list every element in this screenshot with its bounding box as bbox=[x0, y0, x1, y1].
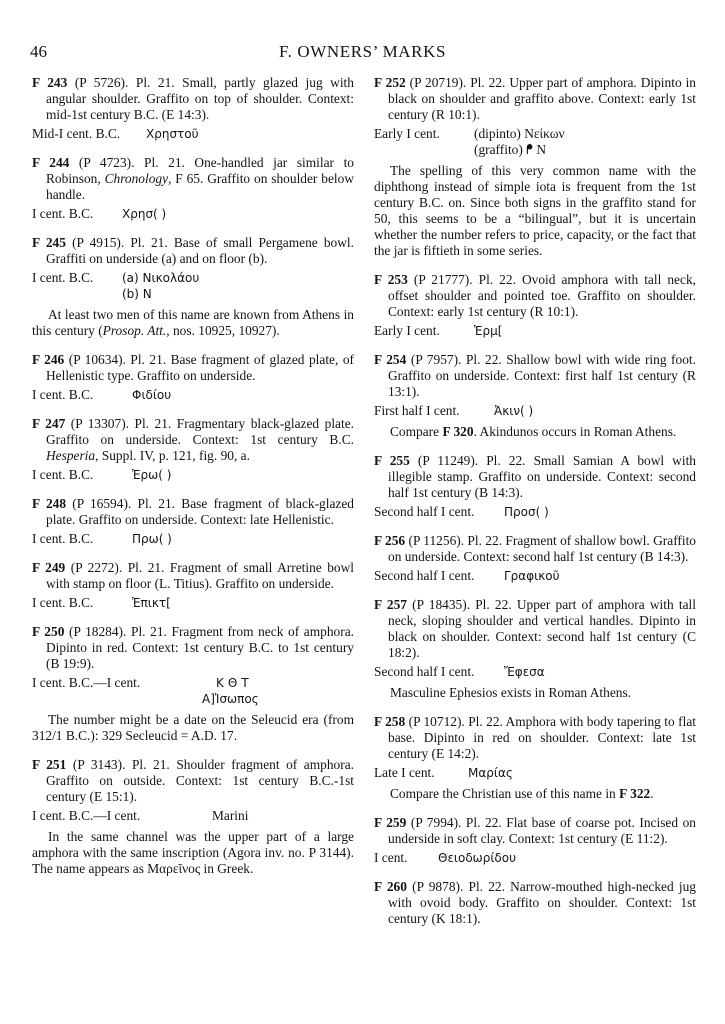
entry-date: I cent. bbox=[374, 850, 408, 865]
entry-id: F 244 bbox=[32, 155, 70, 170]
entry-id: F 246 bbox=[32, 352, 65, 367]
graffito-text: (graffito) ᖰ Ν bbox=[474, 142, 547, 157]
entry-citation: Hesperia bbox=[46, 448, 96, 463]
catalog-entry-f252 bbox=[374, 75, 696, 259]
entry-id: F 255 bbox=[374, 453, 410, 468]
entry-id: F 260 bbox=[374, 879, 407, 894]
graffito-text: Ἐρω( ) bbox=[132, 468, 172, 482]
entry-description: (P 13307). Pl. 21. Fragmentary black-glazed plate. Graffito on underside. Context: 1st century B.C. bbox=[46, 416, 354, 447]
entry-note-cont: , nos. 10925, 10927). bbox=[166, 323, 280, 338]
entry-date: Early I cent. bbox=[374, 126, 440, 141]
entry-note: Compare the Christian use of this name in bbox=[390, 786, 620, 801]
entry-id: F 253 bbox=[374, 272, 408, 287]
catalog-entry-f245 bbox=[32, 235, 354, 339]
catalog-entry-f260 bbox=[374, 879, 696, 927]
entry-description: (P 10712). Pl. 22. Amphora with body tapering to flat base. Dipinto in red on shoulder. Context: late 1st century (E 14:2). bbox=[388, 714, 696, 761]
entry-note-ref: F 322 bbox=[619, 786, 651, 801]
entry-id: F 256 bbox=[374, 533, 406, 548]
graffito-text: Χρησ( ) bbox=[122, 207, 167, 221]
catalog-entry-f249 bbox=[32, 560, 354, 611]
entry-description: (P 18284). Pl. 21. Fragment from neck of amphora. Dipinto in red. Context: 1st century B.C. to 1st century (B 19:9). bbox=[46, 624, 354, 671]
entry-description: (P 4723). Pl. 21. One-handled jar similar to Robinson, bbox=[46, 155, 354, 186]
graffito-text: Μαρίας bbox=[468, 766, 513, 780]
graffito-text-b: (b) Ν bbox=[122, 287, 152, 301]
graffito-text: Χρηστοῦ bbox=[146, 127, 199, 141]
entry-date: I cent. B.C. bbox=[32, 270, 94, 285]
entry-id: F 247 bbox=[32, 416, 66, 431]
entry-id: F 259 bbox=[374, 815, 407, 830]
entry-id: F 258 bbox=[374, 714, 406, 729]
entry-date: Second half I cent. bbox=[374, 568, 475, 583]
entry-date: I cent. B.C.—I cent. bbox=[32, 675, 141, 690]
entry-description-cont: , Suppl. IV, p. 121, fig. 90, a. bbox=[95, 448, 250, 463]
entry-description-cont: , F 65. Graffito on shoulder below handle. bbox=[46, 171, 354, 202]
entry-note: The number might be a date on the Seleucid era (from 312/1 B.C.): 329 Secleucid = A.D. 17. bbox=[32, 712, 354, 743]
entry-note-cont: . bbox=[650, 786, 654, 801]
entry-description: (P 4915). Pl. 21. Base of small Pergamene bowl. Graffiti on underside (a) and on floor (b). bbox=[46, 235, 354, 266]
entry-description: (P 11256). Pl. 22. Fragment of shallow bowl. Graffito on underside. Context: second half 1st century (B 14:3). bbox=[388, 533, 697, 564]
entry-note-cont: . Akindunos occurs in Roman Athens. bbox=[473, 424, 677, 439]
graffito-text: Ἑρμ[ bbox=[474, 324, 503, 338]
catalog-entry-f243 bbox=[32, 75, 354, 142]
running-head: F. OWNERS’ MARKS bbox=[278, 42, 447, 61]
entry-description: (P 18435). Pl. 22. Upper part of amphora with tall neck, sloping shoulder and vertical handles. Dipinto in black on shoulder. Context: second half 1st century (C 18:2). bbox=[388, 597, 696, 660]
catalog-entry-f244 bbox=[32, 155, 354, 222]
entry-note: Masculine Ephesios exists in Roman Athens. bbox=[390, 685, 632, 700]
graffito-text: Ἐπικτ[ bbox=[132, 596, 171, 610]
entry-date: Early I cent. bbox=[374, 323, 440, 338]
entry-description: (P 3143). Pl. 21. Shoulder fragment of amphora. Graffito on outside. Context: 1st century B.C.-1st century (E 15:1). bbox=[46, 757, 355, 804]
graffito-text-b: Α]Ἰσωπος bbox=[202, 692, 259, 706]
entry-id: F 254 bbox=[374, 352, 407, 367]
entry-note: Compare bbox=[390, 424, 443, 439]
entry-date: I cent. B.C. bbox=[32, 531, 94, 546]
graffito-text-a: (a) Νικολάου bbox=[122, 271, 200, 285]
entry-description: (P 10634). Pl. 21. Base fragment of glazed plate, of Hellenistic type. Graffito on underside. bbox=[46, 352, 354, 383]
catalog-entry-f248 bbox=[32, 496, 354, 547]
graffito-text: Φιδίου bbox=[132, 388, 172, 402]
catalog-entry-f257 bbox=[374, 597, 696, 701]
entry-date: I cent. B.C. bbox=[32, 387, 94, 402]
entry-date: I cent. B.C. bbox=[32, 595, 94, 610]
entry-date: Second half I cent. bbox=[374, 504, 475, 519]
entry-id: F 249 bbox=[32, 560, 66, 575]
entry-note: In the same channel was the upper part of a large amphora with the same inscription (Agora inv. no. P 3144). The name appears as Μαρεῖνος in Greek. bbox=[32, 829, 354, 876]
entry-id: F 248 bbox=[32, 496, 67, 511]
right-column bbox=[374, 75, 696, 940]
left-column bbox=[32, 75, 354, 890]
entry-date: First half I cent. bbox=[374, 403, 460, 418]
entry-citation: Chronology bbox=[104, 171, 169, 186]
entry-note: The spelling of this very common name with the diphthong instead of simple iota is frequent from the 1st century B.C. on. Since both signs in the graffito stand for 50, this seems to be a “bilingual”, but it is uncertain whether the number refers to price, capacity, or the fact that the jar is fiftieth in some series. bbox=[374, 163, 696, 258]
entry-id: F 257 bbox=[374, 597, 407, 612]
catalog-entry-f246 bbox=[32, 352, 354, 403]
entry-description: (P 2272). Pl. 21. Fragment of small Arretine bowl with stamp on floor (L. Titius). Graffito on underside. bbox=[46, 560, 354, 591]
entry-id: F 251 bbox=[32, 757, 67, 772]
entry-date: I cent. B.C. bbox=[32, 467, 94, 482]
entry-date: Late I cent. bbox=[374, 765, 435, 780]
graffito-text: Marini bbox=[212, 808, 249, 823]
entry-note-ref: F 320 bbox=[442, 424, 474, 439]
graffito-text-a: ΚΘΤ bbox=[216, 676, 253, 690]
entry-description: (P 11249). Pl. 22. Small Samian A bowl with illegible stamp. Graffito on underside. Context: second half 1st century (B 14:3). bbox=[388, 453, 696, 500]
graffito-text: Ἔφεσα bbox=[504, 665, 545, 679]
entry-description: (P 21777). Pl. 22. Ovoid amphora with tall neck, offset shoulder and pointed toe. Graffito on shoulder. Context: early 1st century (R 10:1). bbox=[388, 272, 696, 319]
catalog-entry-f255 bbox=[374, 453, 696, 520]
dipinto-text: (dipinto) Νείκων bbox=[474, 126, 565, 141]
graffito-text: Γραφικοῦ bbox=[504, 569, 560, 583]
entry-note: At least two men of this name are known from Athens in this century ( bbox=[32, 307, 354, 338]
entry-note-citation: Prosop. Att. bbox=[102, 323, 167, 338]
catalog-entry-f259 bbox=[374, 815, 696, 866]
catalog-entry-f250 bbox=[32, 624, 354, 744]
entry-description: (P 20719). Pl. 22. Upper part of amphora. Dipinto in black on shoulder and graffito above. Context: early 1st century (R 10:1). bbox=[388, 75, 696, 122]
graffito-text: Ἀκιν( ) bbox=[494, 404, 534, 418]
entry-description: (P 16594). Pl. 21. Base fragment of black-glazed plate. Graffito on underside. Context: late Hellenistic. bbox=[46, 496, 354, 527]
entry-id: F 243 bbox=[32, 75, 68, 90]
catalog-entry-f251 bbox=[32, 757, 354, 877]
catalog-entry-f254 bbox=[374, 352, 696, 440]
entry-description: (P 5726). Pl. 21. Small, partly glazed jug with angular shoulder. Graffito on top of shoulder. Context: mid-1st century B.C. (E 14:3). bbox=[46, 75, 354, 122]
entry-description: (P 9878). Pl. 22. Narrow-mouthed high-necked jug with ovoid body. Graffito on shoulder. Context: 1st century (K 18:1). bbox=[388, 879, 696, 926]
catalog-entry-f253 bbox=[374, 272, 696, 339]
page-number: 46 bbox=[30, 42, 47, 61]
graffito-text: Προσ( ) bbox=[504, 505, 549, 519]
catalog-entry-f247 bbox=[32, 416, 354, 483]
entry-id: F 250 bbox=[32, 624, 65, 639]
entry-id: F 245 bbox=[32, 235, 66, 250]
entry-date: I cent. B.C. bbox=[32, 206, 94, 221]
entry-id: F 252 bbox=[374, 75, 406, 90]
catalog-entry-f258 bbox=[374, 714, 696, 802]
graffito-text: Θειοδωρίδου bbox=[438, 851, 517, 865]
entry-date: Mid-I cent. B.C. bbox=[32, 126, 121, 141]
entry-date: Second half I cent. bbox=[374, 664, 475, 679]
page-header bbox=[0, 38, 725, 68]
entry-description: (P 7957). Pl. 22. Shallow bowl with wide ring foot. Graffito on underside. Context: first half 1st century (R 13:1). bbox=[388, 352, 696, 399]
graffito-text: Πρω( ) bbox=[132, 532, 172, 546]
entry-date: I cent. B.C.—I cent. bbox=[32, 808, 141, 823]
entry-description: (P 7994). Pl. 22. Flat base of coarse pot. Incised on underside in soft clay. Context: 1st century (E 11:2). bbox=[388, 815, 696, 846]
catalog-entry-f256 bbox=[374, 533, 696, 584]
